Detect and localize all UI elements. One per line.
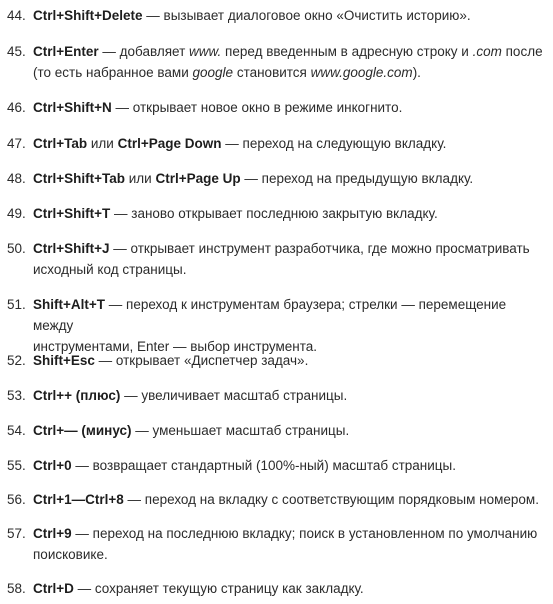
shortcut-key: Ctrl+Shift+N [33,100,112,115]
item-description: — открывает «Диспетчер задач». [94,353,309,368]
item-description: или [125,171,156,186]
item-line [33,544,547,565]
item-text [33,350,547,371]
item-number: 47. [7,136,26,151]
shortcut-key: Ctrl+Shift+T [33,206,111,221]
shortcut-key: Ctrl+Page Down [117,136,222,151]
item-description: становится [233,65,311,80]
item-number: 44. [7,8,26,23]
shortcut-key: Ctrl+9 [33,526,72,541]
item-description: — открывает инструмент разработчика, где можно просматривать [109,241,530,256]
item-text [33,294,547,357]
item-description: — переход на последнюю вкладку; поиск в установленном по умолчанию [71,526,538,541]
item-description: — открывает новое окно в режиме инкогнито. [111,100,403,115]
item-number: 56. [7,492,26,507]
item-number: 50. [7,241,26,256]
item-description: — переход на вкладку с соответствующим порядковым номером. [123,492,539,507]
item-line [33,203,547,224]
item-text [33,203,547,224]
item-line [33,523,547,544]
item-line [33,238,547,259]
item-number: 52. [7,353,26,368]
shortcut-key: Ctrl+0 [33,458,72,473]
item-description: — вызывает диалоговое окно «Очистить историю». [142,8,471,23]
shortcut-key: Ctrl+Shift+Delete [33,8,143,23]
item-number: 54. [7,423,26,438]
item-line [33,455,547,476]
item-description: — добавляет [98,44,190,59]
item-text [33,578,547,599]
item-description: — возвращает стандартный (100%-ный) масштаб страницы. [71,458,456,473]
item-description: — переход к инструментам браузера; стрелки — перемещение между [33,297,507,333]
item-number: 57. [7,526,26,541]
item-line [33,489,547,510]
item-description: — заново открывает последнюю закрытую вкладку. [110,206,438,221]
item-description: — переход на следующую вкладку. [221,136,447,151]
italic-term: google [192,65,234,80]
item-description: или [87,136,118,151]
shortcut-key: Ctrl+Shift+J [33,241,110,256]
item-description: — увеличивает масштаб страницы. [120,388,348,403]
shortcut-key: Ctrl+Enter [33,44,99,59]
item-description: поисковике. [33,547,108,562]
item-line [33,578,547,599]
italic-term: www. [189,44,222,59]
shortcut-key: Ctrl+Tab [33,136,88,151]
item-number: 51. [7,297,26,312]
item-number: 46. [7,100,26,115]
item-description: ). [412,65,421,80]
item-line [33,5,547,26]
item-number: 55. [7,458,26,473]
shortcut-key: Ctrl+— (минус) [33,423,132,438]
shortcut-key: Ctrl+D [33,581,74,596]
shortcut-key: Ctrl+Page Up [155,171,241,186]
item-number: 53. [7,388,26,403]
item-description: перед введенным в адресную строку и [221,44,473,59]
item-text [33,168,547,189]
item-number: 45. [7,44,26,59]
item-line [33,350,547,371]
shortcut-key: Shift+Esc [33,353,95,368]
item-text [33,238,547,280]
shortcut-key: Ctrl+Shift+Tab [33,171,126,186]
item-description: (то есть набранное вами [33,65,193,80]
item-line [33,294,547,336]
item-line [33,385,547,406]
item-line [33,41,547,62]
italic-term: www.google.com [310,65,413,80]
item-line [33,420,547,441]
item-text [33,420,547,441]
item-text [33,523,547,565]
item-line [33,133,547,154]
item-number: 58. [7,581,26,596]
item-text [33,97,547,118]
item-text [33,5,547,26]
item-line [33,97,547,118]
item-text [33,455,547,476]
item-number: 48. [7,171,26,186]
item-text [33,489,547,510]
item-description: — уменьшает масштаб страницы. [131,423,350,438]
item-text [33,41,547,83]
italic-term: .com [472,44,502,59]
shortcut-key: Ctrl++ (плюс) [33,388,121,403]
item-description: исходный код страницы. [33,262,187,277]
item-line [33,259,547,280]
shortcut-key: Shift+Alt+T [33,297,106,312]
item-description: после [501,44,543,59]
item-description: — сохраняет текущую страницу как закладку. [73,581,364,596]
item-line [33,62,547,83]
item-description: инструментами, Enter — выбор инструмента. [33,339,318,354]
item-text [33,133,547,154]
item-text [33,385,547,406]
shortcut-key: Ctrl+1—Ctrl+8 [33,492,124,507]
item-number: 49. [7,206,26,221]
item-description: — переход на предыдущую вкладку. [240,171,474,186]
item-line [33,168,547,189]
